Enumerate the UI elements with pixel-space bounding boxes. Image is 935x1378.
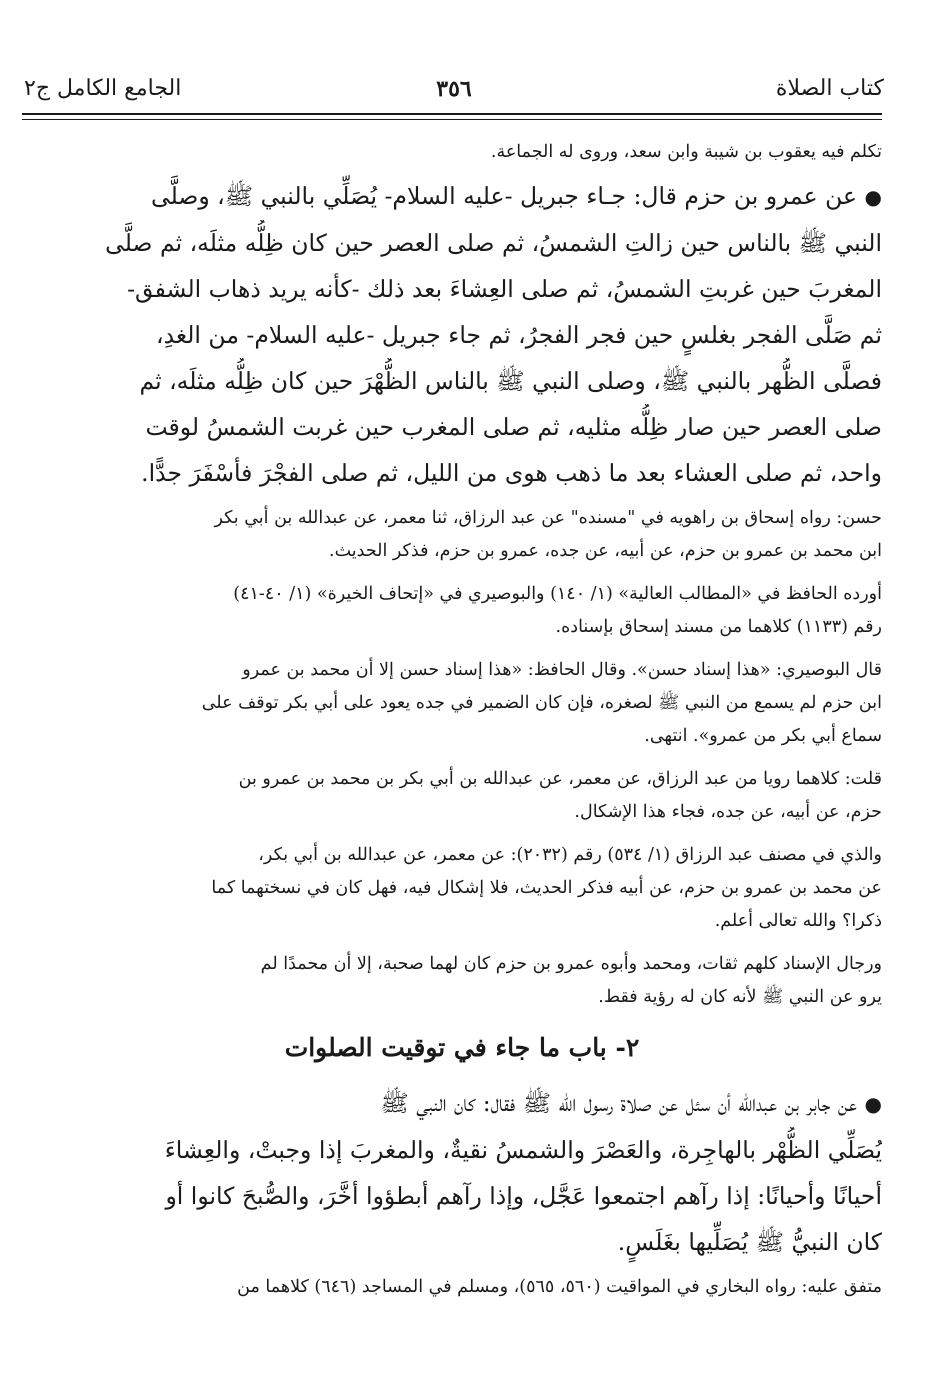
note-line: والذي في مصنف عبد الرزاق (١/ ٥٣٤) رقم (٢٠٣٢): عن معمر، عن عبدالله بن أبي بكر، <box>258 845 882 865</box>
hadith-text: عن جابر بن عبدالله أن سئل عن صلاة رسول الله ﷺ فقال: كان النبي ﷺ <box>380 1089 858 1117</box>
takhrij-note <box>42 654 882 753</box>
note-line: قال البوصيري: «هذا إسناد حسن». وقال الحافظ: «هذا إسناد حسن إلا أن محمد بن عمرو <box>242 660 882 680</box>
takhrij-note <box>42 502 882 568</box>
note-line: أورده الحافظ في «المطالب العالية» (١/ ١٤٠) والبوصيري في «إتحاف الخيرة» (١/ ٤٠-٤١) <box>233 584 882 604</box>
hadith-text: عن عمرو بن حزم قال: جـاء جبريل -عليه السلام- يُصَلِّي بالنبي ﷺ، وصلَّى <box>151 182 858 210</box>
hadith-line <box>42 173 882 220</box>
note-line: رقم (١١٣٣) كلاهما من مسند إسحاق بإسناده. <box>555 617 882 637</box>
note-line: ذكرا؟ والله تعالى أعلم. <box>714 911 882 931</box>
note-line: يرو عن النبي ﷺ لأنه كان له رؤية فقط. <box>598 987 882 1007</box>
takhrij-note <box>42 578 882 644</box>
intro-line: تكلم فيه يعقوب بن شيبة وابن سعد، وروى له الجماعة. <box>490 142 882 162</box>
hadith-line <box>42 1080 882 1127</box>
bullet-icon: ● <box>864 185 882 209</box>
hadith-line: كان النبيُّ ﷺ يُصَلِّيها بغَلَسٍ. <box>617 1228 882 1256</box>
header-rule-thin <box>22 119 882 120</box>
note-line: ابن محمد بن عمرو بن حزم، عن أبيه، عن جده، عمرو بن حزم، فذكر الحديث. <box>329 541 882 561</box>
hadith-line: النبي ﷺ بالناس حين زالتِ الشمسُ، ثم صلى العصر حين كان ظِلُّه مثلَه، ثم صلَّى <box>105 229 882 257</box>
hadith-line: فصلَّى الظُّهر بالنبي ﷺ، وصلى النبي ﷺ بالناس الظُّهْرَ حين كان ظِلُّه مثلَه، ثم <box>139 367 882 395</box>
takhrij-note <box>42 763 882 829</box>
note-line: سماع أبي بكر من عمرو». انتهى. <box>644 726 882 746</box>
note-line: ابن حزم لم يسمع من النبي ﷺ لصغره، فإن كان الضمير في جده يعود على أبي بكر توقف على <box>201 693 882 713</box>
section-heading: ٢- باب ما جاء في توقيت الصلوات <box>284 1033 640 1062</box>
hadith-2 <box>42 1080 882 1265</box>
takhrij-note <box>42 948 882 1014</box>
note-line: حزم، عن أبيه، عن جده، فجاء هذا الإشكال. <box>574 802 882 822</box>
book-title: الجامع الكامل ج٢ <box>24 76 182 101</box>
running-header <box>24 74 884 110</box>
hadith-line: المغربَ حين غربتِ الشمسُ، ثم صلى العِشاءَ بعد ذلك -كأنه يريد ذهاب الشفق- <box>127 275 882 303</box>
hadith-1 <box>42 173 882 496</box>
final-note-line: متفق عليه: رواه البخاري في المواقيت (٥٦٠، ٥٦٥)، ومسلم في المساجد (٦٤٦) كلاهما من <box>237 1277 882 1297</box>
bullet-icon: ● <box>864 1092 882 1116</box>
hadith-line: صلى العصر حين صار ظِلُّه مثليه، ثم صلى المغرب حين غربت الشمسُ لوقت <box>145 413 882 441</box>
page-body <box>42 136 882 1304</box>
note-line: قلت: كلاهما رويا من عبد الرزاق، عن معمر، عن عبدالله بن أبي بكر بن محمد بن عمرو بن <box>238 769 882 789</box>
note-line: ورجال الإسناد كلهم ثقات، ومحمد وأبوه عمرو بن حزم كان لهما صحبة، إلا أن محمدًا لم <box>260 954 882 974</box>
hadith-line: ثم صَلَّى الفجر بغلسٍ حين فجر الفجرُ، ثم جاء جبريل -عليه السلام- من الغدِ، <box>156 321 882 349</box>
chapter-title: كتاب الصلاة <box>775 76 884 101</box>
hadith-line: أحيانًا وأحيانًا: إذا رآهم اجتمعوا عَجَّل، وإذا رآهم أبطؤوا أخَّرَ، والصُّبحَ كانوا أو <box>165 1182 882 1210</box>
hadith-line: يُصَلِّي الظُّهْر بالهاجِرة، والعَصْرَ والشمسُ نقيةٌ، والمغربَ إذا وجبتْ، والعِشاءَ <box>164 1136 882 1164</box>
note-line: عن محمد بن عمرو بن حزم، عن أبيه فذكر الحديث، فلا إشكال فيه، فهل كان في نسختهما كما <box>211 878 882 898</box>
note-line: حسن: رواه إسحاق بن راهويه في "مسنده" عن عبد الرزاق، ثنا معمر، عن عبدالله بن أبي بكر <box>214 508 882 528</box>
hadith-line: واحد، ثم صلى العشاء بعد ما ذهب هوى من الليل، ثم صلى الفجْرَ فأسْفَرَ جدًّا. <box>141 459 882 487</box>
page-number: ٣٥٦ <box>436 76 472 102</box>
header-rule-thick <box>22 113 882 115</box>
takhrij-note <box>42 839 882 938</box>
